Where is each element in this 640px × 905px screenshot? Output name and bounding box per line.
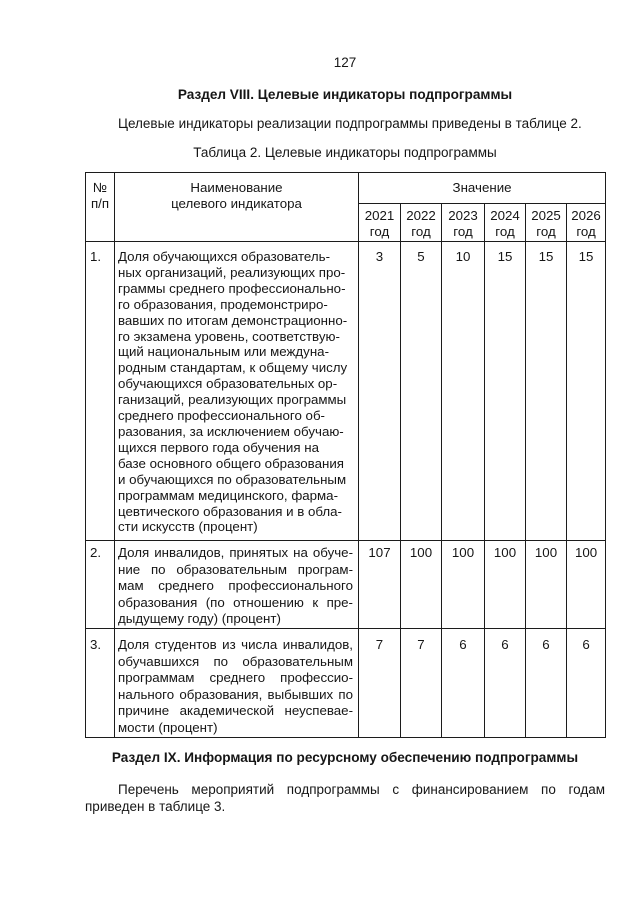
value-2025: 100 xyxy=(526,541,567,629)
value-2026: 15 xyxy=(567,242,606,541)
indicator-text-line: дыдущему году) (процент) xyxy=(118,611,281,627)
header-year-2022 xyxy=(401,204,442,242)
row-number: 1. xyxy=(86,242,115,541)
year-unit: год xyxy=(495,224,515,239)
indicator-text-line: обучающихся образовательных ор- xyxy=(118,376,338,392)
paragraph-line: Перечень мероприятий подпрограммы с финансированием по годам xyxy=(118,782,605,797)
value-2023: 6 xyxy=(442,629,485,738)
value-2023: 10 xyxy=(442,242,485,541)
year-label: 2025 xyxy=(531,208,561,223)
value-2024: 100 xyxy=(485,541,526,629)
year-unit: год xyxy=(576,224,596,239)
value-2026: 6 xyxy=(567,629,606,738)
value-2024: 15 xyxy=(485,242,526,541)
table-row xyxy=(86,541,606,629)
value-2025: 15 xyxy=(526,242,567,541)
header-number xyxy=(86,173,115,242)
indicator-name xyxy=(115,541,359,629)
year-label: 2021 xyxy=(364,208,395,223)
indicator-text-line: программам среднего профессио- xyxy=(118,670,353,686)
header-value: Значение xyxy=(359,173,606,204)
indicator-text-line: Доля инвалидов, принятых на обуче- xyxy=(118,545,353,560)
indicator-text-line: цевтического образования и в обла- xyxy=(118,503,342,519)
year-label: 2024 xyxy=(490,208,520,223)
year-unit: год xyxy=(369,224,390,239)
header-indicator-name xyxy=(115,173,359,242)
value-2022: 100 xyxy=(401,541,442,629)
year-unit: год xyxy=(453,224,473,239)
header-number-line: п/п xyxy=(90,196,110,211)
table-row xyxy=(86,629,606,738)
value-2025: 6 xyxy=(526,629,567,738)
row-number: 2. xyxy=(86,541,115,629)
value-2021: 107 xyxy=(359,541,401,629)
indicator-text-line: базе основного общего образования xyxy=(118,455,344,471)
header-year-2021 xyxy=(359,204,401,242)
indicator-text-line: образования (по отношению к пре- xyxy=(118,594,353,610)
section-viii-heading: Раздел VIII. Целевые индикаторы подпрограммы xyxy=(177,87,513,102)
year-unit: год xyxy=(536,224,556,239)
indicator-text-line: обучавшихся по образовательным xyxy=(118,653,353,669)
section-ix-heading: Раздел IX. Информация по ресурсному обеспечению подпрограммы xyxy=(111,750,579,765)
indicator-text-line: и обучающихся по образовательным xyxy=(118,471,347,487)
header-year-2023 xyxy=(442,204,485,242)
value-2024: 6 xyxy=(485,629,526,738)
value-2023: 100 xyxy=(442,541,485,629)
header-number-line: № xyxy=(92,180,108,195)
indicator-text-line: среднего профессионального об- xyxy=(118,408,325,424)
table-header-row xyxy=(86,173,606,204)
value-2021: 3 xyxy=(359,242,401,541)
indicator-text-line: Доля обучающихся образователь- xyxy=(118,249,331,264)
indicator-text-line: щий национальным или междуна- xyxy=(118,344,329,360)
value-2022: 5 xyxy=(401,242,442,541)
target-indicators-table xyxy=(85,172,606,738)
header-name-line: Наименование xyxy=(190,180,283,195)
indicator-text-line: родным стандартам, к общему числу xyxy=(118,360,348,376)
year-unit: год xyxy=(411,224,431,239)
indicator-name xyxy=(115,629,359,738)
indicator-text-line: причине академической неуспевае- xyxy=(118,703,353,719)
value-2026: 100 xyxy=(567,541,606,629)
header-name-line: целевого индикатора xyxy=(171,196,302,211)
table-row xyxy=(86,242,606,541)
year-label: 2026 xyxy=(571,208,601,223)
indicator-text-line: мости (процент) xyxy=(118,719,218,735)
value-2022: 7 xyxy=(401,629,442,738)
indicator-text-line: ние по образовательным програм- xyxy=(118,561,353,577)
indicator-text-line: разования, за исключением обучаю- xyxy=(118,423,344,439)
indicator-text-line: вавших по итогам демонстрационно- xyxy=(118,312,348,328)
year-label: 2023 xyxy=(448,208,478,223)
indicator-text-line: ганизаций, реализующих программы xyxy=(118,392,347,408)
header-year-2026 xyxy=(567,204,606,242)
section-viii-intro: Целевые индикаторы реализации подпрограммы приведены в таблице 2. xyxy=(118,116,582,131)
table-2-caption: Таблица 2. Целевые индикаторы подпрограммы xyxy=(193,145,497,160)
paragraph-line: приведен в таблице 3. xyxy=(85,799,226,814)
page-number: 127 xyxy=(333,55,357,70)
indicator-text-line: программам медицинского, фарма- xyxy=(118,487,339,503)
header-year-2024 xyxy=(485,204,526,242)
indicator-text-line: ных организаций, реализующих про- xyxy=(118,264,346,280)
year-label: 2022 xyxy=(406,208,436,223)
indicator-text-line: мам среднего профессионального xyxy=(118,578,353,594)
indicator-text-line: щихся первого года обучения на xyxy=(118,439,319,455)
indicator-text-line: го экзамена уровень, соответствую- xyxy=(118,328,340,344)
indicator-text-line: сти искусств (процент) xyxy=(118,519,258,535)
indicator-text-line: Доля студентов из числа инвалидов, xyxy=(118,637,353,652)
value-2021: 7 xyxy=(359,629,401,738)
header-year-2025 xyxy=(526,204,567,242)
indicator-text-line: го образования, продемонстриро- xyxy=(118,296,328,312)
indicator-name xyxy=(115,242,359,541)
indicator-text-line: нального образования, выбывших по xyxy=(118,686,353,702)
section-ix-paragraph xyxy=(85,781,605,815)
indicator-text-line: граммы среднего профессионально- xyxy=(118,280,346,296)
row-number: 3. xyxy=(86,629,115,738)
